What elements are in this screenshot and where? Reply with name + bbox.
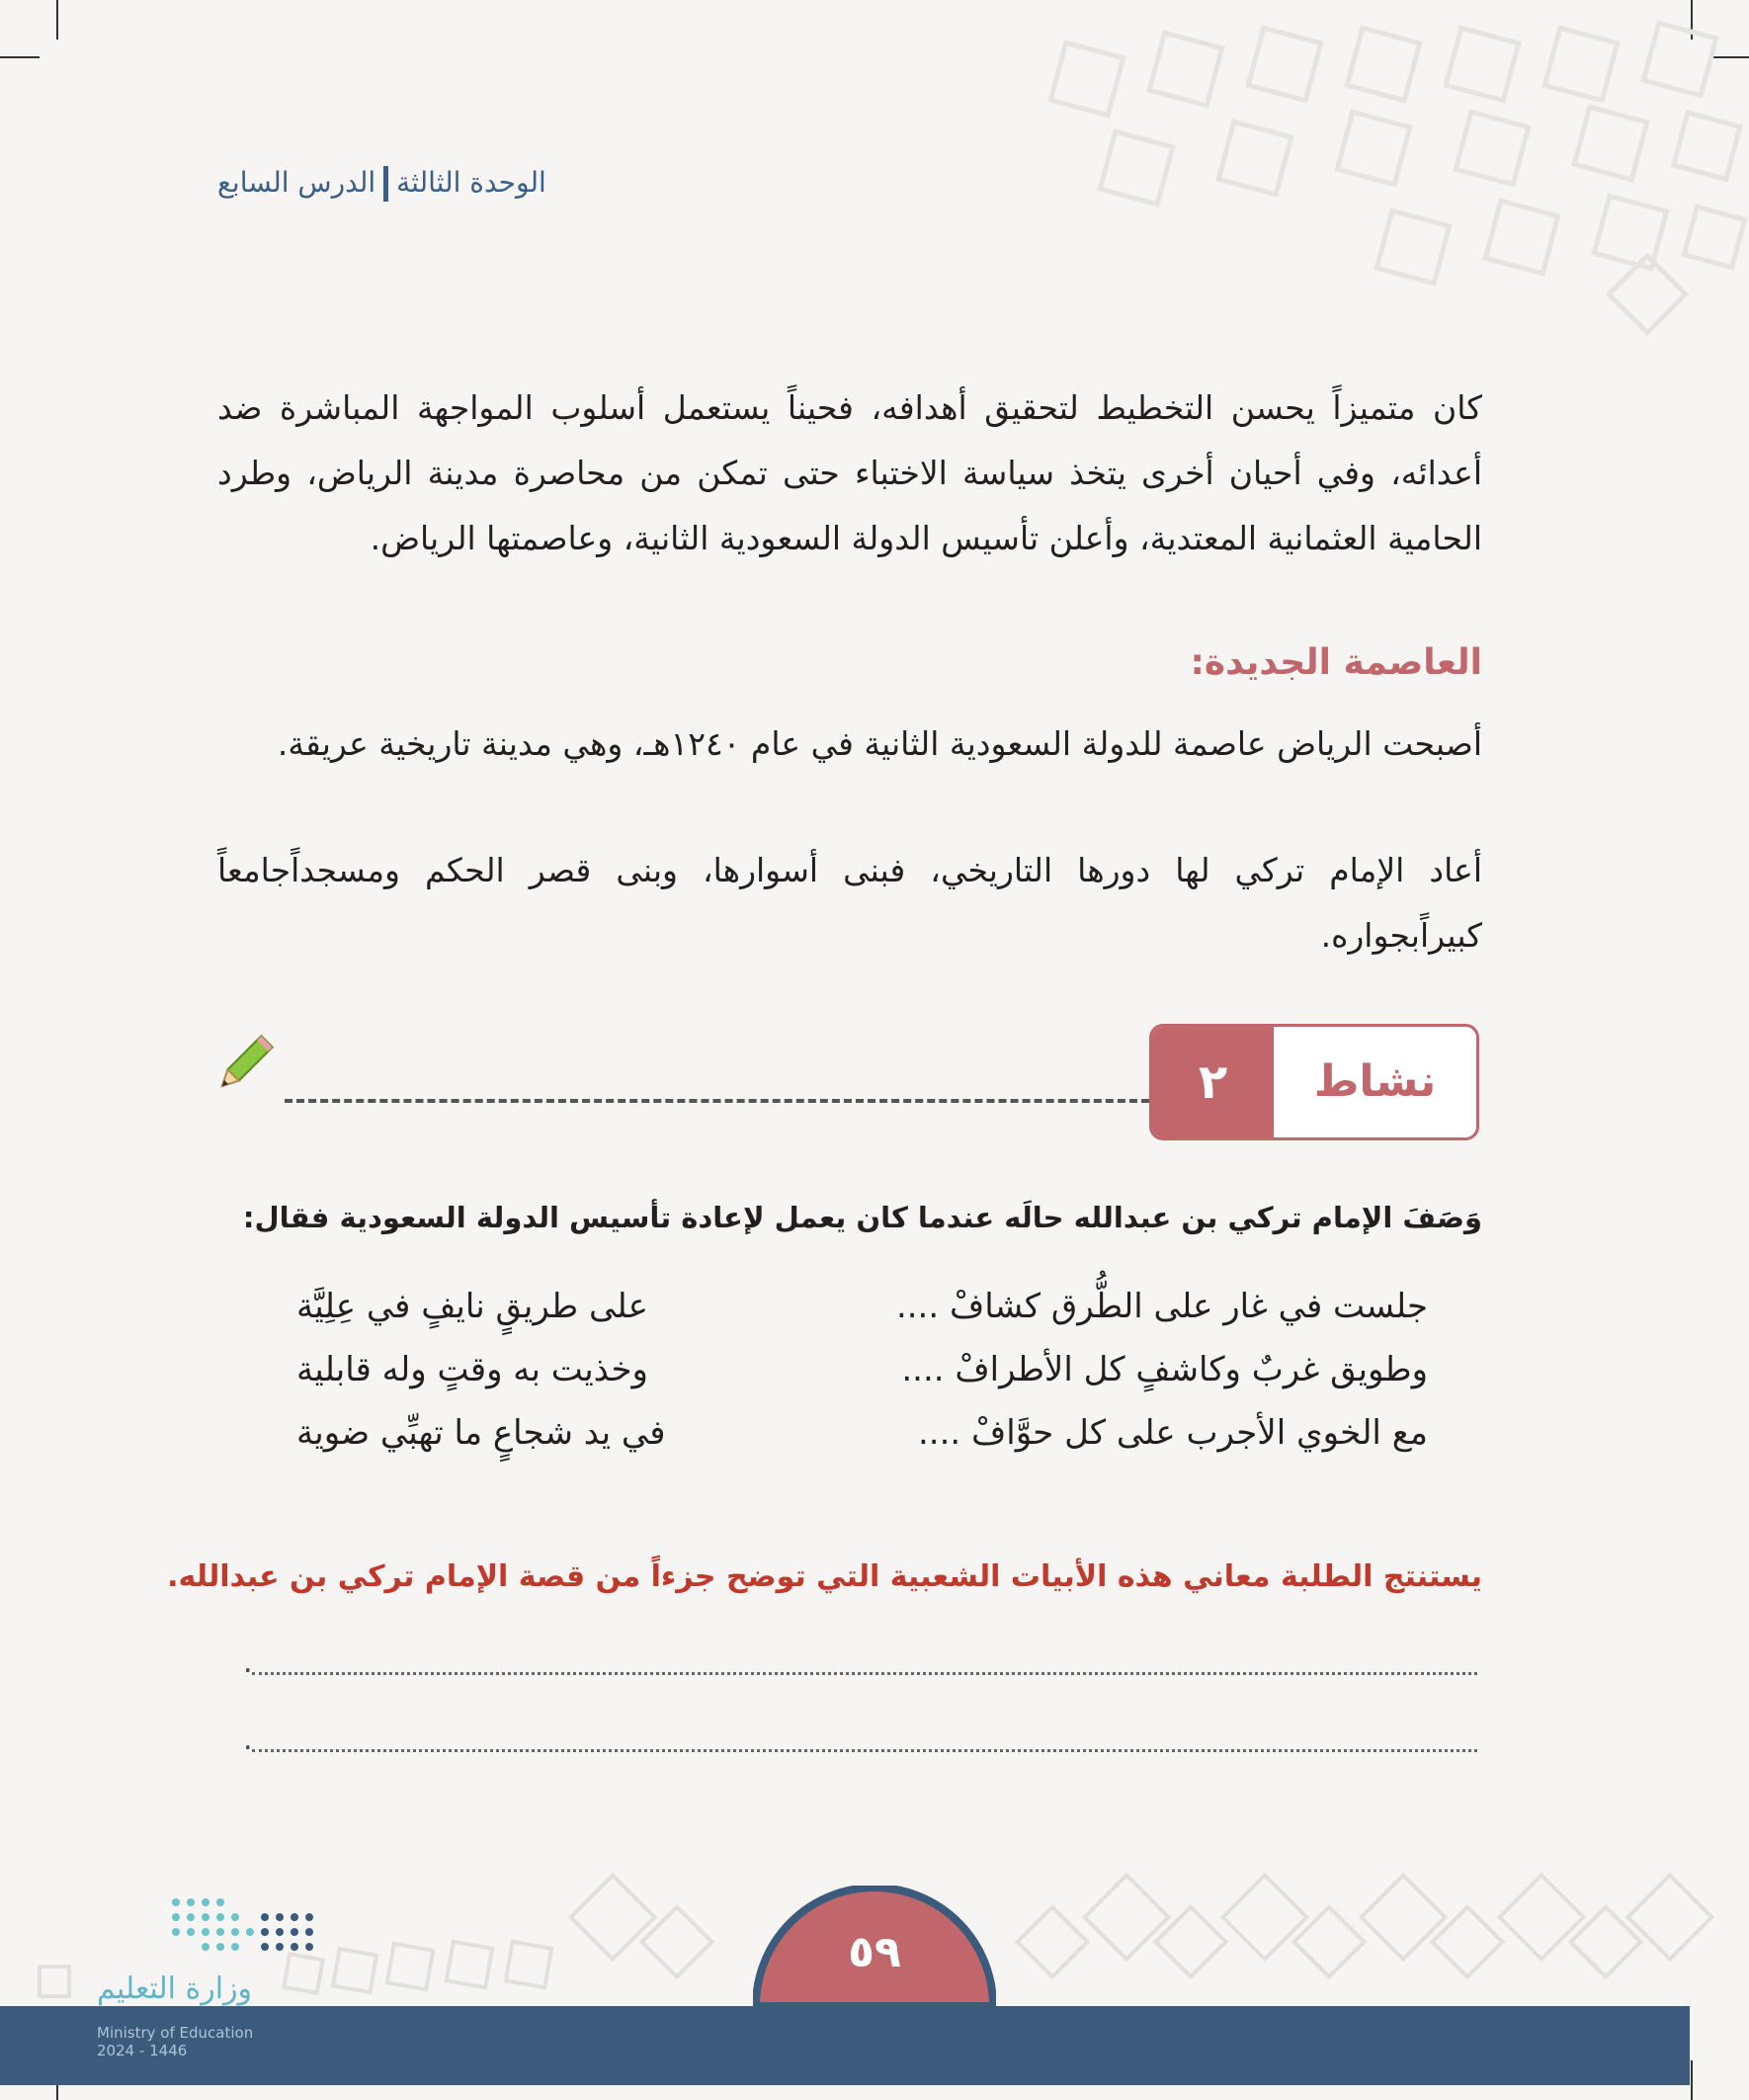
unit-title: الوحدة الثالثة xyxy=(396,166,546,199)
answer-line[interactable] xyxy=(252,1672,1477,1675)
poem-hemistich-first: وطويق غربٌ وكاشفٍ كل الأطرافْ .... xyxy=(901,1350,1428,1389)
poem-line xyxy=(296,1287,1428,1326)
crop-mark xyxy=(0,56,40,58)
crop-mark xyxy=(56,0,58,40)
poem-hemistich-first: جلست في غار على الطُّرق كشافْ .... xyxy=(895,1287,1428,1326)
poem-hemistich-first: مع الخوي الأجرب على كل حوَّافْ .... xyxy=(917,1413,1428,1453)
crop-mark xyxy=(1691,2060,1693,2100)
poem-hemistich-second: على طريقٍ نايفٍ في عِلِيَّة xyxy=(296,1287,648,1326)
decorative-pattern xyxy=(1028,20,1749,336)
body-paragraph: كان متميزاً يحسن التخطيط لتحقيق أهدافه، فحيناً يستعمل أسلوب المواجهة المباشرة ضد أعدائه، وفي أحيان أخرى يتخذ سياسة الاختباء حتى تمكن من محاصرة مدينة الرياض، وطرد الحامية العثمانية المعتدية، وأعلن تأسيس الدولة السعودية الثانية، وعاصمتها الرياض. xyxy=(217,388,1482,557)
dashed-divider xyxy=(285,1099,1149,1103)
pencil-icon xyxy=(208,1030,279,1101)
poem-line xyxy=(296,1413,1428,1453)
activity-number: ٢ xyxy=(1152,1027,1274,1137)
ministry-logo-icon xyxy=(97,1892,324,2041)
answer-line-end: . xyxy=(243,1722,253,1757)
poem-hemistich-second: وخذيت به وقتٍ وله قابلية xyxy=(296,1350,648,1389)
task-answer: يستنتج الطلبة معاني هذه الأبيات الشعبية التي توضح جزءاً من قصة الإمام تركي بن عبدالله. xyxy=(167,1559,1482,1594)
body-paragraph: أعاد الإمام تركي لها دورها التاريخي، فبنى أسوارها، وبنى قصر الحكم ومسجداًجامعاً كبيراًبجواره. xyxy=(217,851,1482,955)
answer-line-end: . xyxy=(243,1645,253,1680)
poem-hemistich-second: في يد شجاعٍ ما تهبِّي ضوية xyxy=(296,1413,666,1453)
poem-line xyxy=(296,1350,1428,1389)
lesson-title: الدرس السابع xyxy=(217,166,376,199)
header-divider xyxy=(383,166,388,202)
answer-line[interactable] xyxy=(252,1749,1477,1752)
activity-box xyxy=(1149,1024,1479,1140)
activity-intro: وَصَفَ الإمام تركي بن عبدالله حالَه عندما كان يعمل لإعادة تأسيس الدولة السعودية فقال: xyxy=(242,1201,1482,1234)
section-title: العاصمة الجديدة: xyxy=(1190,642,1482,683)
body-paragraph: أصبحت الرياض عاصمة للدولة السعودية الثانية في عام ١٢٤٠هـ، وهي مدينة تاريخية عريقة. xyxy=(277,724,1482,763)
activity-label: نشاط xyxy=(1313,1056,1437,1107)
page-number: ٥٩ xyxy=(848,1927,901,1977)
running-header xyxy=(217,166,546,202)
ministry-logo-subtext: Ministry of Education 2024 - 1446 xyxy=(97,2024,254,2059)
ministry-logo-text: وزارة التعليم xyxy=(97,1972,253,2006)
